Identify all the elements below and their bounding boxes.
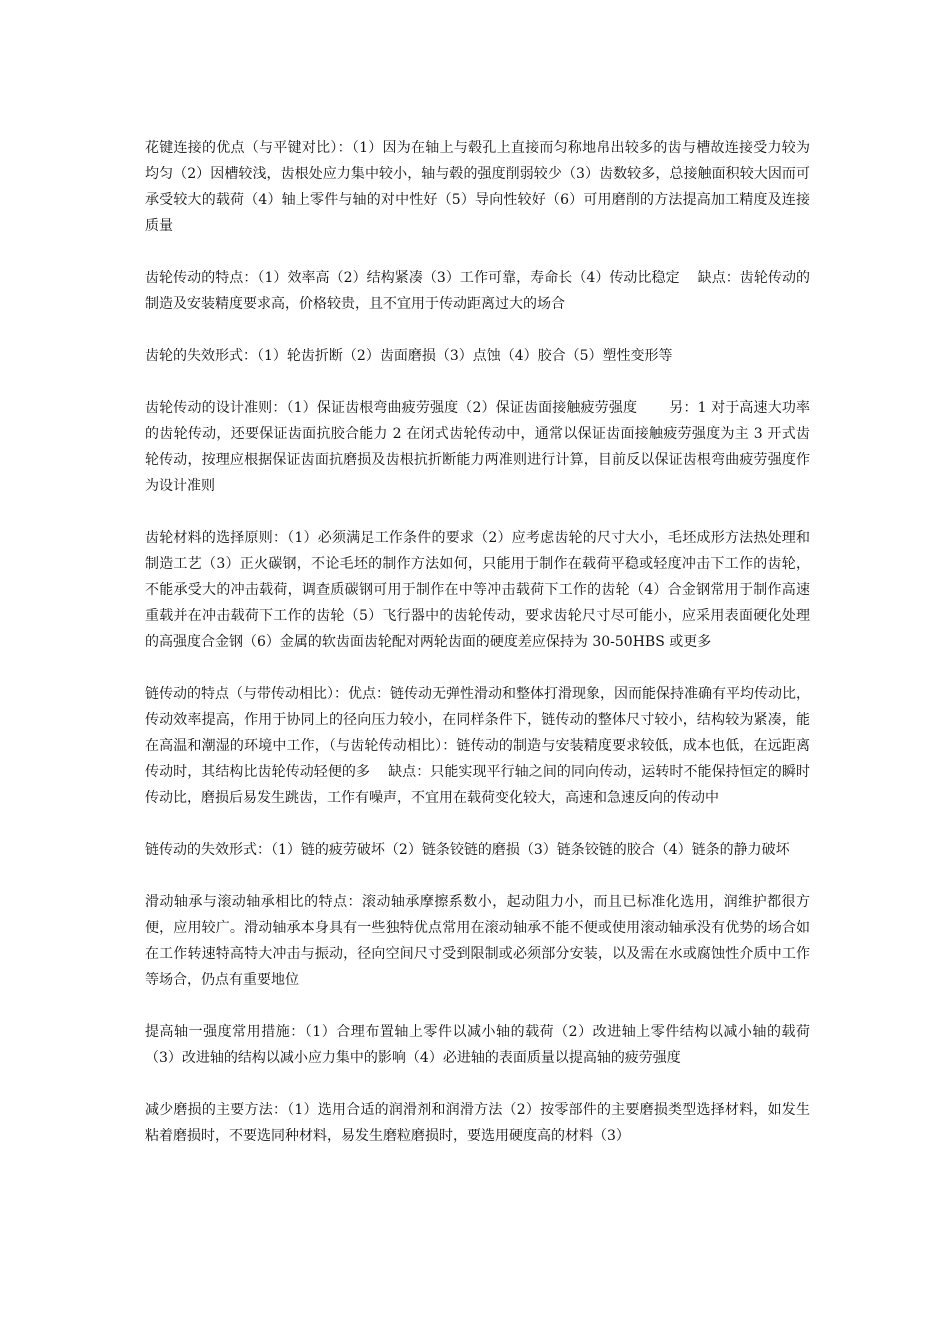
paragraph-shaft-strength-measures: 提高轴一强度常用措施：（1）合理布置轴上零件以减小轴的载荷（2）改进轴上零件结构以减小轴的载荷（3）改进轴的结构以减小应力集中的影响（4）必进轴的表面质量以提高轴的疲劳强度 bbox=[145, 1024, 810, 1066]
paragraph-bearing-comparison: 滑动轴承与滚动轴承相比的特点：滚动轴承摩擦系数小，起动阻力小，而且已标准化选用，润维护都很方便，应用较广。滑动轴承本身具有一些独特优点常用在滚动轴承不能不便或使用滚动轴承没有优势的场合如在工作转速特高特大冲击与振动，径向空间尺寸受到限制或必须部分安装，以及需在水或腐蚀性介质中工作等场合，仍点有重要地位 bbox=[145, 894, 810, 988]
paragraph-gear-drive-features: 齿轮传动的特点：（1）效率高（2）结构紧凑（3）工作可靠，寿命长（4）传动比稳定 缺点：齿轮传动的制造及安装精度要求高，价格较贵，且不宜用于传动距离过大的场合 bbox=[145, 270, 810, 312]
paragraph-wear-reduction: 减少磨损的主要方法：（1）选用合适的润滑剂和润滑方法（2）按零部件的主要磨损类型选择材料，如发生粘着磨损时，不要选同种材料，易发生磨粒磨损时，要选用硬度高的材料（3） bbox=[145, 1102, 810, 1144]
paragraph-gear-design-criteria: 齿轮传动的设计准则：（1）保证齿根弯曲疲劳强度（2）保证齿面接触疲劳强度 另：1 对于高速大功率的齿轮传动，还要保证齿面抗胶合能力 2 在闭式齿轮传动中，通常以保证齿面接触疲劳强度为主 3 开式齿轮传动，按理应根据保证齿面抗磨损及齿根抗折断能力两准则进行计算，目前反以保证齿根弯曲疲劳强度作为设计准则 bbox=[145, 400, 810, 494]
paragraph-gear-failure-modes: 齿轮的失效形式：（1）轮齿折断（2）齿面磨损（3）点蚀（4）胶合（5）塑性变形等 bbox=[145, 348, 673, 364]
paragraph-spline-connection: 花键连接的优点（与平键对比）：（1）因为在轴上与毂孔上直接而匀称地帛出较多的齿与槽故连接受力较为均匀（2）因槽较浅，齿根处应力集中较小，轴与毂的强度削弱较少（3）齿数较多，总接触面积较大因而可承受较大的载荷（4）轴上零件与轴的对中性好（5）导向性较好（6）可用磨削的方法提高加工精度及连接质量 bbox=[145, 140, 810, 234]
paragraph-gear-material-selection: 齿轮材料的选择原则：（1）必须满足工作条件的要求（2）应考虑齿轮的尺寸大小，毛坯成形方法热处理和制造工艺（3）正火碳钢，不论毛坯的制作方法如何，只能用于制作在载荷平稳或轻度冲击下工作的齿轮，不能承受大的冲击载荷，调查质碳钢可用于制作在中等冲击载荷下工作的齿轮（4）合金钢常用于制作高速重载并在冲击载荷下工作的齿轮（5）飞行器中的齿轮传动，要求齿轮尺寸尽可能小，应采用表面硬化处理的高强度合金钢（6）金属的软齿面齿轮配对两轮齿面的硬度差应保持为 30-50HBS 或更多 bbox=[145, 530, 810, 650]
paragraph-chain-drive-features: 链传动的特点（与带传动相比）：优点：链传动无弹性滑动和整体打滑现象，因而能保持准确有平均传动比，传动效率提高，作用于协同上的径向压力较小，在同样条件下，链传动的整体尺寸较小，结构较为紧凑，能在高温和潮湿的环境中工作，（与齿轮传动相比）：链传动的制造与安装精度要求较低，成本也低，在远距离传动时，其结构比齿轮传动轻便的多 缺点：只能实现平行轴之间的同向传动，运转时不能保持恒定的瞬时传动比，磨损后易发生跳齿，工作有噪声，不宜用在载荷变化较大，高速和急速反向的传动中 bbox=[145, 686, 810, 806]
paragraph-chain-failure-modes: 链传动的失效形式：（1）链的疲劳破坏（2）链条铰链的磨损（3）链条铰链的胶合（4）链条的静力破坏 bbox=[145, 842, 790, 858]
document-body bbox=[145, 135, 810, 1149]
